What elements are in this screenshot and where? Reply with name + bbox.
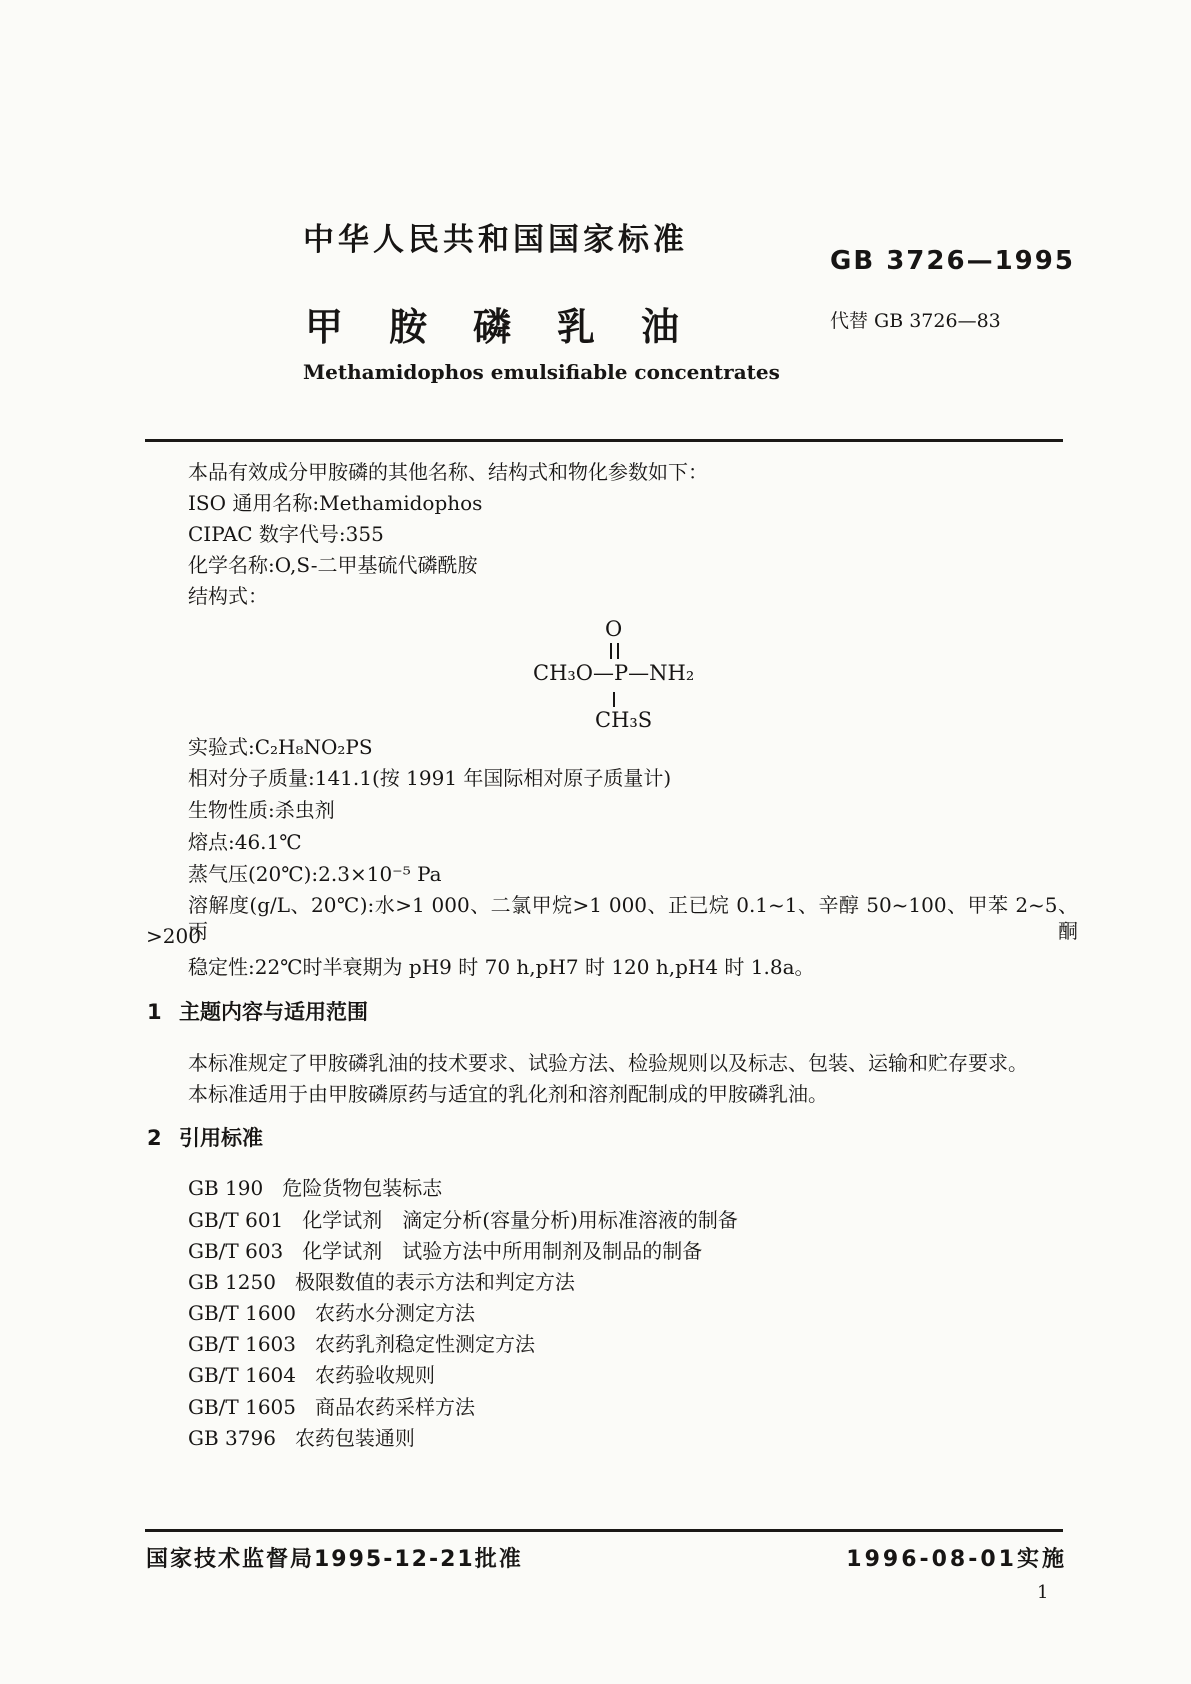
reference-title: 农药水分测定方法 <box>315 1301 476 1325</box>
formula-double-bond-right <box>617 643 619 659</box>
intro-lead-line: 本品有效成分甲胺磷的其他名称、结构式和物化参数如下： <box>188 460 708 484</box>
reference-code: GB 1250 <box>188 1270 276 1294</box>
reference-row <box>188 1175 442 1201</box>
reference-title: 商品农药采样方法 <box>315 1395 476 1419</box>
reference-row <box>188 1300 475 1326</box>
formula-phosphorus-atom: P <box>614 661 629 685</box>
reference-code: GB/T 1603 <box>188 1332 297 1356</box>
section-1-paragraph: 本标准适用于由甲胺磷原药与适宜的乳化剂和溶剂配制成的甲胺磷乳油。 <box>188 1082 828 1106</box>
reference-title: 危险货物包装标志 <box>282 1176 443 1200</box>
reference-title: 化学试剂 试验方法中所用制剂及制品的制备 <box>302 1239 703 1263</box>
stability-line: 稳定性:22℃时半衰期为 pH9 时 70 h,pH7 时 120 h,pH4 时 1.8a。 <box>188 955 815 979</box>
cipac-code-line: CIPAC 数字代号:355 <box>188 522 384 546</box>
formula-amino-group: NH₂ <box>649 661 695 685</box>
vapor-pressure-line: 蒸气压(20℃):2.3×10⁻⁵ Pa <box>188 862 442 886</box>
national-standard-label: 中华人民共和国国家标准 <box>303 222 688 258</box>
empirical-formula-line: 实验式:C₂H₈NO₂PS <box>188 735 373 759</box>
reference-row <box>188 1331 535 1357</box>
solubility-line: 溶解度(g/L、20℃):水>1 000、二氯甲烷>1 000、正已烷 0.1~1、辛醇 50~100、甲苯 2~5、丙酮 <box>188 893 1078 943</box>
reference-code: GB/T 1605 <box>188 1395 297 1419</box>
reference-row <box>188 1207 738 1233</box>
reference-title: 农药包装通则 <box>294 1426 415 1450</box>
implementation-note: 1996-08-01实施 <box>846 1547 1067 1572</box>
reference-code: GB/T 1604 <box>188 1363 297 1387</box>
melting-point-line: 熔点:46.1℃ <box>188 830 302 854</box>
biological-property-line: 生物性质:杀虫剂 <box>188 798 335 822</box>
formula-bond-right: — <box>628 661 650 685</box>
formula-double-bond-left <box>610 643 612 659</box>
footer-rule <box>145 1529 1063 1532</box>
document-title-cn: 甲胺磷乳油 <box>305 305 726 349</box>
reference-title: 农药乳剂稳定性测定方法 <box>315 1332 536 1356</box>
reference-code: GB/T 601 <box>188 1208 284 1232</box>
iso-common-name-line: ISO 通用名称:Methamidophos <box>188 491 483 515</box>
reference-row <box>188 1362 435 1388</box>
replaces-note: 代替 GB 3726—83 <box>830 310 1001 332</box>
formula-oxygen-atom: O <box>605 617 623 641</box>
chemical-name-line: 化学名称:O,S-二甲基硫代磷酰胺 <box>188 553 478 577</box>
formula-single-bond <box>613 692 615 707</box>
reference-title: 化学试剂 滴定分析(容量分析)用标准溶液的制备 <box>302 1208 738 1232</box>
section-1-title: 主题内容与适用范围 <box>179 1000 368 1024</box>
reference-code: GB/T 603 <box>188 1239 284 1263</box>
formula-methylthio-group: CH₃S <box>595 708 653 732</box>
approval-note: 国家技术监督局1995-12-21批准 <box>146 1547 523 1572</box>
section-1-number: 1 <box>147 1000 162 1024</box>
header-rule <box>145 439 1063 442</box>
section-2-number: 2 <box>147 1126 162 1150</box>
page-number: 1 <box>1037 1582 1049 1603</box>
standard-code: GB 3726—1995 <box>830 246 1075 276</box>
reference-row <box>188 1394 475 1420</box>
formula-methoxy-group: CH₃O <box>533 661 594 685</box>
reference-row <box>188 1238 702 1264</box>
molecular-mass-line: 相对分子质量:141.1(按 1991 年国际相对原子质量计) <box>188 766 672 790</box>
structure-formula <box>533 618 703 733</box>
reference-row <box>188 1269 575 1295</box>
section-2-title: 引用标准 <box>179 1126 263 1150</box>
reference-title: 农药验收规则 <box>315 1363 436 1387</box>
formula-main-row <box>533 662 694 684</box>
solubility-wrap-line: >200 <box>146 924 201 948</box>
formula-bond-left: — <box>593 661 615 685</box>
reference-code: GB/T 1600 <box>188 1301 297 1325</box>
reference-code: GB 190 <box>188 1176 264 1200</box>
reference-code: GB 3796 <box>188 1426 276 1450</box>
document-title-en: Methamidophos emulsifiable concentrates <box>303 360 780 384</box>
reference-row <box>188 1425 415 1451</box>
reference-title: 极限数值的表示方法和判定方法 <box>294 1270 575 1294</box>
section-1-paragraph: 本标准规定了甲胺磷乳油的技术要求、试验方法、检验规则以及标志、包装、运输和贮存要求。 <box>188 1051 1028 1075</box>
structure-label-line: 结构式： <box>188 584 268 608</box>
